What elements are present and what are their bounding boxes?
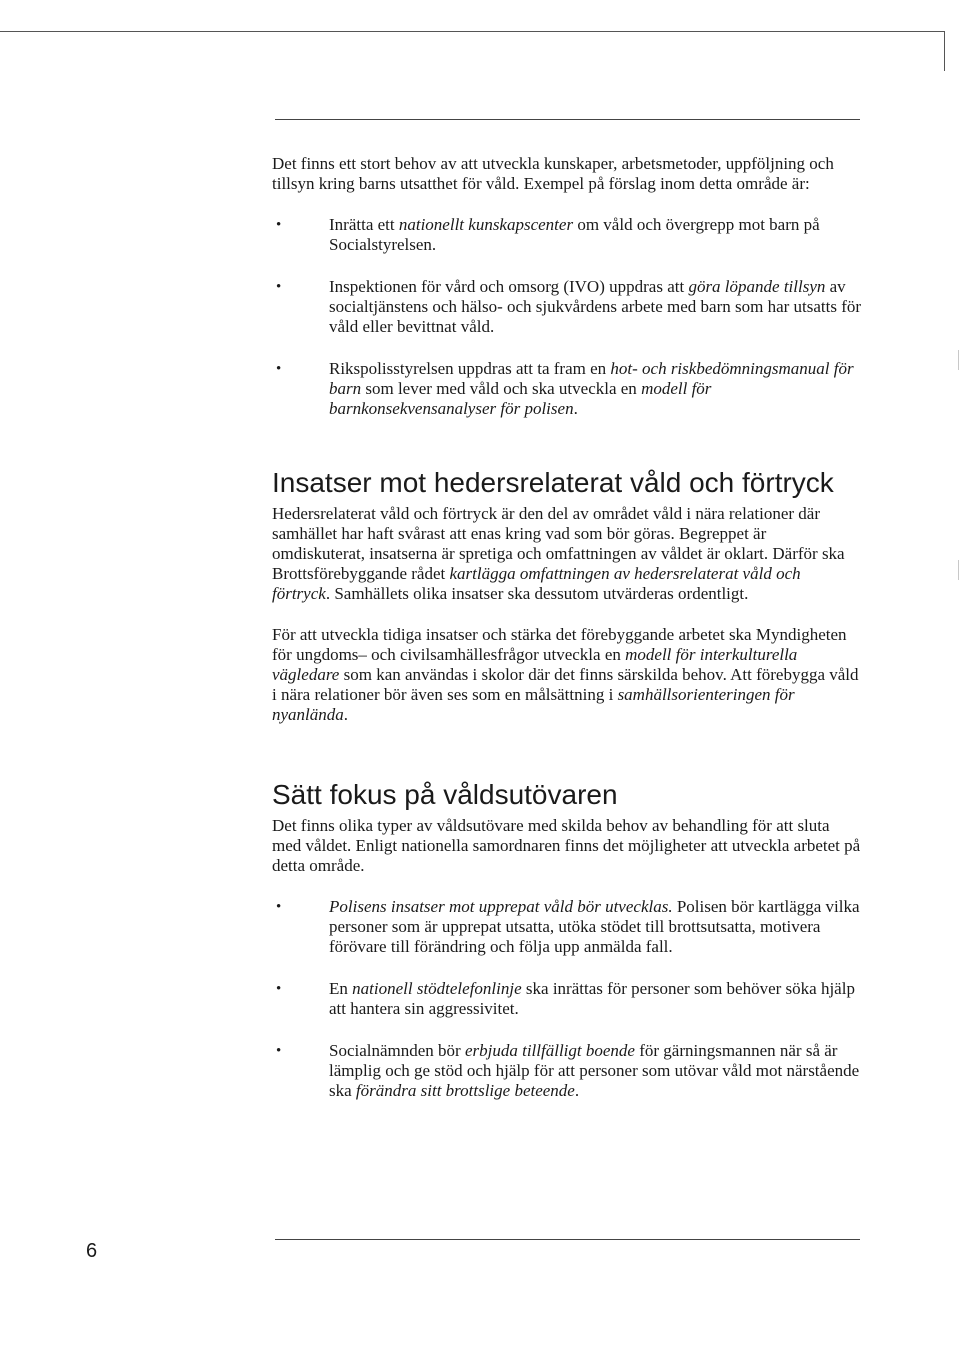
- page-content: [272, 154, 862, 1123]
- perpetrator-list: [272, 897, 862, 1101]
- list-item: • Inspektionen för vård och omsorg (IVO) uppdras att göra löpande tillsyn av socialtjänstens och hälso- och sjukvårdens arbete med barn som har utsatts för våld eller bevittnat våld.: [276, 277, 862, 336]
- bullet-icon: •: [276, 899, 282, 915]
- bullet-icon: •: [276, 361, 282, 377]
- list-item: • Polisens insatser mot upprepat våld bör utvecklas. Polisen bör kartlägga vilka personer som är upprepat utsatta, utöka stödet till brottsutsatta, motivera förövare till förändring och följa upp anmälda fall.: [276, 897, 860, 956]
- section-heading-hedersrelaterat: Insatser mot hedersrelaterat våld och förtryck: [272, 467, 834, 498]
- scan-corner-vertical: [944, 31, 945, 71]
- intro-paragraph: Det finns ett stort behov av att utveckla kunskaper, arbetsmetoder, uppföljning och tillsyn kring barns utsatthet för våld. Exempel på förslag inom detta område är:: [272, 154, 834, 193]
- bullet-icon: •: [276, 217, 282, 233]
- page-number: 6: [86, 1240, 98, 1262]
- scan-corner-line: [905, 31, 945, 32]
- list-item: • Inrätta ett nationellt kunskapscenter om våld och övergrepp mot barn på Socialstyrelsen.: [276, 215, 820, 254]
- list-item: • Socialnämnden bör erbjuda tillfälligt boende för gärningsmannen när så är lämplig och ge stöd och hjälp för att personer som utövar våld mot närstående ska förändra sitt brottslige beteende.: [276, 1041, 860, 1100]
- section1-paragraph-2: För att utveckla tidiga insatser och stärka det förebyggande arbetet ska Myndigheten för ungdoms– och civilsamhällesfrågor utveckla en modell för interkulturella vägledare som kan användas i skolor där det finns särskilda behov. Att förebygga våld i nära relationer bör även ses som en målsättning i samhällsorienteringen för nyanlända.: [272, 625, 859, 724]
- footer-rule: [275, 1239, 860, 1240]
- bullet-icon: •: [276, 981, 282, 997]
- section2-paragraph-1: Det finns olika typer av våldsutövare med skilda behov av behandling för att sluta med våldet. Enligt nationella samordnaren finns det möjligheter att utveckla arbetet på detta område.: [272, 816, 861, 875]
- scan-edge-line: [0, 31, 905, 32]
- proposal-list: [272, 215, 862, 419]
- margin-mark: [958, 350, 959, 370]
- section-heading-valdsutovaren: Sätt fokus på våldsutövaren: [272, 779, 618, 810]
- list-item: • En nationell stödtelefonlinje ska inrättas för personer som behöver söka hjälp att hantera sin aggressivitet.: [276, 979, 855, 1018]
- bullet-icon: •: [276, 1043, 282, 1059]
- bullet-icon: •: [276, 279, 282, 295]
- margin-mark: [958, 560, 959, 580]
- list-item: • Rikspolisstyrelsen uppdras att ta fram en hot- och riskbedömningsmanual för barn som lever med våld och ska utveckla en modell för barnkonsekvensanalyser för polisen.: [276, 359, 854, 418]
- header-rule: [275, 119, 860, 120]
- section1-paragraph-1: Hedersrelaterat våld och förtryck är den del av området våld i nära relationer där samhället har haft svårast att enas kring vad som bör göras. Begreppet är omdiskuterat, insatserna är spretiga och omfattningen av våldet är oklart. Därför ska Brottsförebyggande rådet kartlägga omfattningen av hedersrelaterat våld och förtryck. Samhällets olika insatser ska dessutom utvärderas ordentligt.: [272, 504, 845, 603]
